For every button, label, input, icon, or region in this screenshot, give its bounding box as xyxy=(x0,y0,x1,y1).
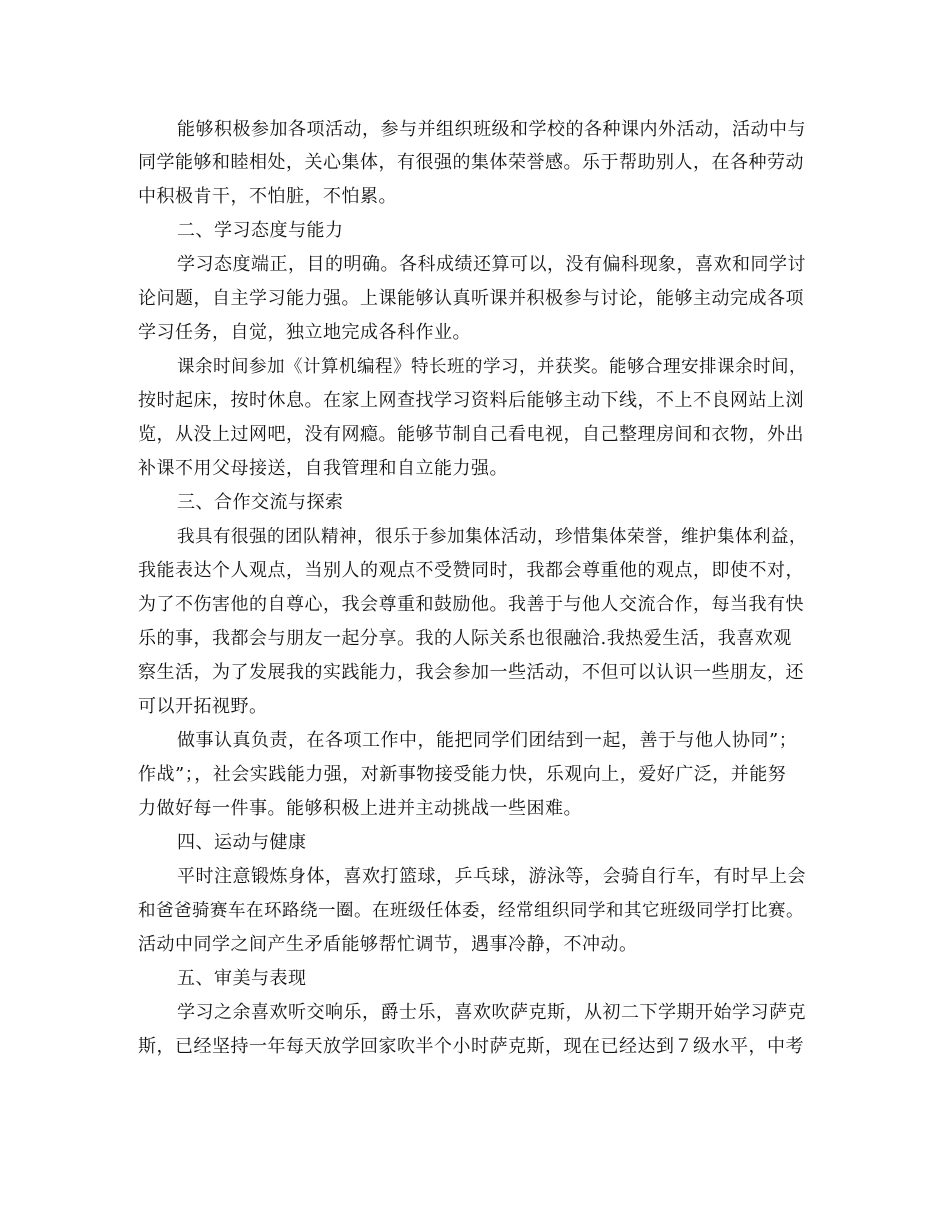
text-line: 览，从没上过网吧，没有网瘾。能够节制自己看电视，自己整理房间和衣物，外出 xyxy=(138,424,804,445)
text-line: 中积极肯干，不怕脏，不怕累。 xyxy=(138,186,397,207)
text-line: 察生活，为了发展我的实践能力，我会参加一些活动，不但可以认识一些朋友，还 xyxy=(138,662,804,683)
text-line: 做事认真负责，在各项工作中，能把同学们团结到一起，善于与他人协同”； xyxy=(177,730,798,751)
text-line: 为了不伤害他的自尊心，我会尊重和鼓励他。我善于与他人交流合作，每当我有快 xyxy=(138,594,804,615)
text-line: 作战”；，社会实践能力强，对新事物接受能力快，乐观向上，爱好广泛，并能努 xyxy=(138,764,787,785)
section-heading: 四、运动与健康 xyxy=(177,832,307,853)
text-line: 学习任务，自觉，独立地完成各科作业。 xyxy=(138,322,471,343)
section-heading: 五、审美与表现 xyxy=(177,968,307,989)
text-line: 乐的事，我都会与朋友一起分享。我的人际关系也很融洽.我热爱生活，我喜欢观 xyxy=(138,628,792,649)
text-line: 力做好每一件事。能够积极上进并主动挑战一些困难。 xyxy=(138,798,582,819)
text-line: 学习之余喜欢听交响乐，爵士乐，喜欢吹萨克斯，从初二下学期开始学习萨克 xyxy=(177,1002,806,1023)
text-line: 补课不用父母接送，自我管理和自立能力强。 xyxy=(138,458,508,479)
text-line: 同学能够和睦相处，关心集体，有很强的集体荣誉感。乐于帮助别人，在各种劳动 xyxy=(138,152,804,173)
text-line: 按时起床，按时休息。在家上网查找学习资料后能够主动下线，不上不良网站上浏 xyxy=(138,390,804,411)
text-line: 我能表达个人观点，当别人的观点不受赞同时，我都会尊重他的观点，即使不对， xyxy=(138,560,804,581)
text-line: 可以开拓视野。 xyxy=(138,696,268,717)
section-heading: 三、合作交流与探索 xyxy=(177,492,344,513)
text-line: 我具有很强的团队精神，很乐于参加集体活动，珍惜集体荣誉，维护集体利益， xyxy=(177,527,807,547)
text-line: 论问题，自主学习能力强。上课能够认真听课并积极参与讨论，能够主动完成各项 xyxy=(138,288,804,309)
text-line: 平时注意锻炼身体，喜欢打篮球，乒乓球，游泳等，会骑自行车，有时早上会 xyxy=(177,866,806,887)
section-heading: 二、学习态度与能力 xyxy=(177,220,344,241)
text-line: 和爸爸骑赛车在环路绕一圈。在班级任体委，经常组织同学和其它班级同学打比赛。 xyxy=(138,901,804,921)
text-line: 课余时间参加《计算机编程》特长班的学习，并获奖。能够合理安排课余时间， xyxy=(177,357,807,377)
text-line: 能够积极参加各项活动，参与并组织班级和学校的各种课内外活动，活动中与 xyxy=(177,119,806,140)
text-line: 学习态度端正，目的明确。各科成绩还算可以，没有偏科现象，喜欢和同学讨 xyxy=(177,254,806,275)
text-line: 斯，已经坚持一年每天放学回家吹半个小时萨克斯，现在已经达到７级水平，中考 xyxy=(138,1036,804,1057)
text-line: 活动中同学之间产生矛盾能够帮忙调节，遇事冷静，不冲动。 xyxy=(138,934,638,955)
